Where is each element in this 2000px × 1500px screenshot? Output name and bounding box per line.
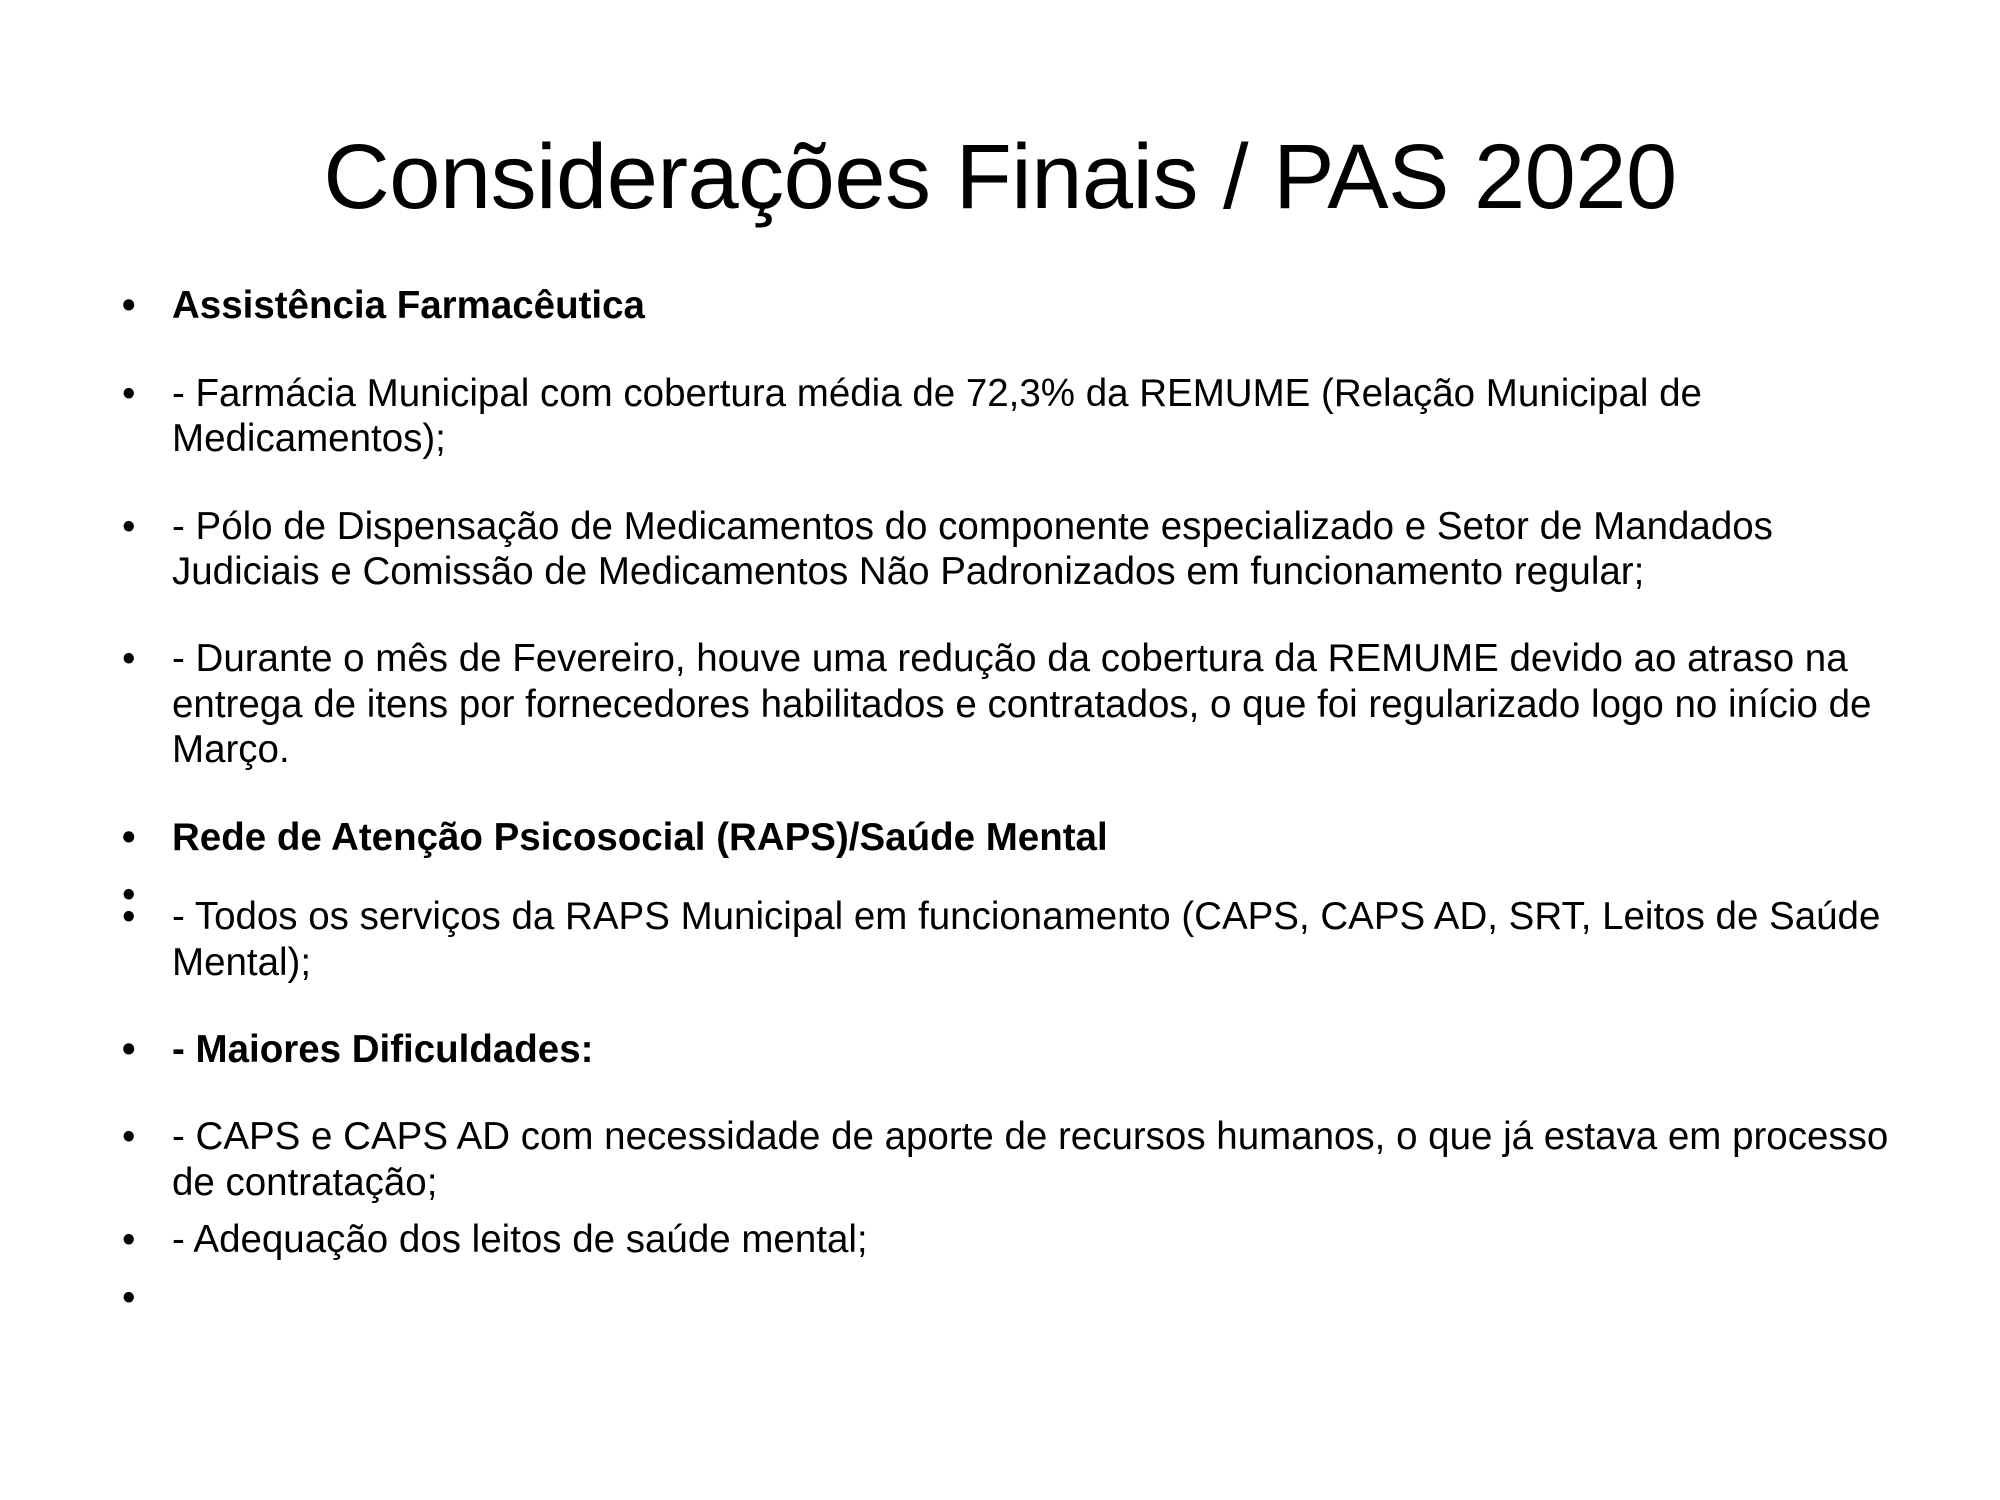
list-item (96, 504, 1930, 595)
page-title: Considerações Finais / PAS 2020 (323, 126, 1677, 228)
list-item (96, 894, 1930, 985)
list-item (96, 371, 1930, 462)
list-item-text: • - Adequação dos leitos de saúde mental; (172, 1218, 868, 1262)
list-item-text: • Assistência Farmacêutica (172, 284, 645, 328)
list-item-text: • - Farmácia Municipal com cobertura média de 72,3% da REMUME (Relação Municipal de Medicamentos); (172, 371, 1702, 461)
list-item (96, 872, 1930, 884)
list-item-text: • - Pólo de Dispensação de Medicamentos do componente especializado e Setor de Mandados Judiciais e Comissão de Medicamentos Não Padronizados em funcionamento regular; (172, 504, 1773, 594)
list-item-text: • - Durante o mês de Fevereiro, houve uma redução da cobertura da REMUME devido ao atraso na entrega de itens por fornecedores habilitados e contratados, o que foi regularizado logo no início de Março. (172, 637, 1872, 772)
list-item-text: • - Todos os serviços da RAPS Municipal em funcionamento (CAPS, CAPS AD, SRT, Leitos de Saúde Mental); (172, 895, 1881, 984)
list-item-text: • - CAPS e CAPS AD com necessidade de aporte de recursos humanos, o que já estava em processo de contratação; (172, 1115, 1889, 1204)
bullet-list (96, 283, 1930, 1286)
slide-body (0, 227, 2000, 1286)
list-item (96, 815, 1930, 860)
list-item (96, 1217, 1930, 1262)
list-item (96, 283, 1930, 328)
list-item (96, 1114, 1930, 1205)
list-item (96, 1027, 1930, 1072)
list-item (96, 1275, 1930, 1287)
list-item-text: • Rede de Atenção Psicosocial (RAPS)/Saúde Mental (172, 815, 1108, 859)
list-item (96, 636, 1930, 772)
list-item-text: • - Maiores Dificuldades: (172, 1028, 594, 1071)
